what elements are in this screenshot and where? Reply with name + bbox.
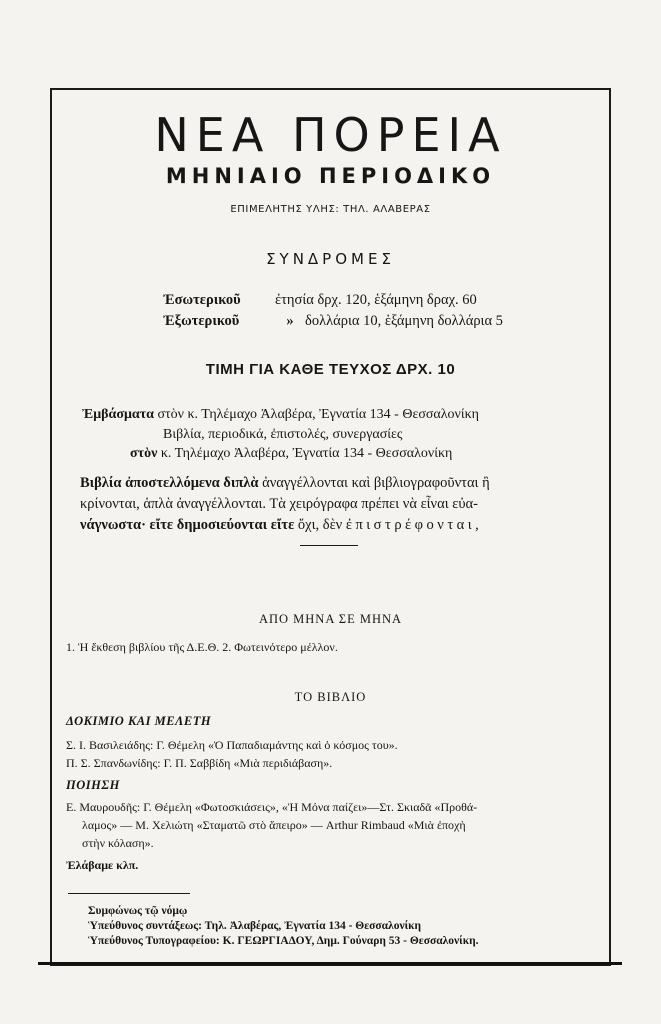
footer-legal: Συμφώνως τῷ νόμῳ: [88, 905, 188, 917]
received-text: Ἐλάβαμε κλπ.: [66, 858, 139, 872]
page-bottom-rule: [38, 962, 622, 965]
footer-printer: Ὑπεύθυνος Τυπογραφείου: Κ. ΓΕΩΡΓΙΑΔΟΥ, Δημ. Γούναρη 53 - Θεσσαλονίκη.: [88, 935, 479, 947]
entry-author: Σ. Ι. Βασιλειάδης:: [66, 738, 154, 752]
deposits-label: Ἐμβάσματα: [82, 407, 154, 422]
entry-text: Γ. Π. Σαββίδη «Μιὰ περιδιάβαση».: [163, 756, 333, 770]
notice-text-1: ἀναγγέλλονται καὶ βιβλιογραφοῦνται ἢ: [262, 475, 490, 491]
book-entry-3-line-2: λαμος» — Μ. Χελιώτη «Σταματῶ στὸ ἄπειρο» — Arthur Rimbaud «Μιὰ ἐποχὴ: [82, 818, 466, 832]
notice-bold-1: Βιβλία ἀποστελλόμενα διπλὰ: [80, 475, 259, 491]
notice-line-3: [80, 515, 482, 536]
deposits-line-3: [130, 446, 452, 462]
subscriptions-heading: ΣΥΝΔΡΟΜΕΣ: [266, 250, 395, 268]
subscription-foreign: [163, 313, 503, 330]
notice-text-3: ὄχι, δὲν: [297, 517, 343, 533]
foreign-label: Ἐξωτερικοῦ: [163, 313, 240, 329]
book-entry-1: [66, 738, 398, 753]
notice-line-2: κρίνονται, ἁπλὰ ἀναγγέλλονται. Τὰ χειρόγραφα πρέπει νὰ εἶναι εὐα-: [80, 496, 478, 512]
footer-editor: Ὑπεύθυνος συντάξεως: Τηλ. Ἀλαβέρας, Ἐγνατία 134 - Θεσσαλονίκη: [88, 920, 422, 932]
received-note: [66, 858, 138, 873]
ditto-mark: »: [286, 313, 294, 329]
month-section-heading: ΑΠΟ ΜΗΝΑ ΣΕ ΜΗΝΑ: [258, 612, 403, 626]
entry-text: Γ. Θέμελη «Ὁ Παπαδιαμάντης καὶ ὁ κόσμος του».: [156, 738, 398, 752]
magazine-subtitle: ΜΗΝΙΑΙΟ ΠΕΡΙΟΔΙΚΟ: [165, 164, 496, 188]
book-entry-3-line-3: στὴν κόλαση».: [82, 836, 154, 850]
entry-author: Π. Σ. Σπανδωνίδης:: [66, 756, 161, 770]
notice-bold-3: νάγνωστα· εἴτε δημοσιεύονται εἴτε: [80, 517, 295, 533]
subscription-domestic: [163, 292, 477, 309]
month-section-items: 1. Ἡ ἔκθεση βιβλίου τῆς Δ.Ε.Θ. 2. Φωτεινότερο μέλλον.: [66, 640, 338, 654]
entry-author: Ε. Μαυρουδῆς:: [66, 800, 141, 814]
notice-line-1: [80, 473, 490, 494]
entry-text: Γ. Θέμελη «Φωτοσκιάσεις», «Ἡ Μόνα παίζει»—Στ. Σκιαδᾶ «Προθά-: [143, 800, 478, 814]
notice-spaced-word: ἐπιστρέφονται,: [345, 517, 483, 533]
category-poetry: ΠΟΙΗΣΗ: [66, 778, 120, 792]
book-section-heading: ΤΟ ΒΙΒΛΙΟ: [294, 690, 367, 704]
magazine-title: ΝΕΑ ΠΟΡΕΙΑ: [154, 108, 507, 162]
domestic-label: Ἐσωτερικοῦ: [163, 292, 241, 308]
deposits-line-2: Βιβλία, περιοδικά, ἐπιστολές, συνεργασίες: [163, 427, 403, 442]
deposits-to-address: κ. Τηλέμαχο Ἀλαβέρα, Ἐγνατία 134 - Θεσσαλονίκη: [160, 446, 453, 461]
deposits-line-1: [82, 407, 479, 423]
foreign-rates: δολλάρια 10, ἑξάμηνη δολλάρια 5: [305, 313, 503, 329]
deposits-address: στὸν κ. Τηλέμαχο Ἀλαβέρα, Ἐγνατία 134 - Θεσσαλονίκη: [157, 407, 480, 422]
issue-price: ΤΙΜΗ ΓΙΑ ΚΑΘΕ ΤΕΥΧΟΣ ΔΡΧ. 10: [205, 361, 456, 378]
editor-credit: ΕΠΙΜΕΛΗΤΗΣ ΥΛΗΣ: ΤΗΛ. ΑΛΑΒΕΡΑΣ: [230, 204, 431, 215]
category-essay: ΔΟΚΙΜΙΟ ΚΑΙ ΜΕΛΕΤΗ: [66, 714, 212, 728]
book-entry-3-line-1: [66, 800, 477, 815]
domestic-rates: ἐτησία δρχ. 120, ἑξάμηνη δραχ. 60: [275, 292, 477, 308]
footer-divider: [68, 893, 190, 894]
deposits-to-label: στὸν: [130, 446, 158, 461]
book-entry-2: [66, 756, 332, 771]
section-divider: [300, 545, 358, 546]
